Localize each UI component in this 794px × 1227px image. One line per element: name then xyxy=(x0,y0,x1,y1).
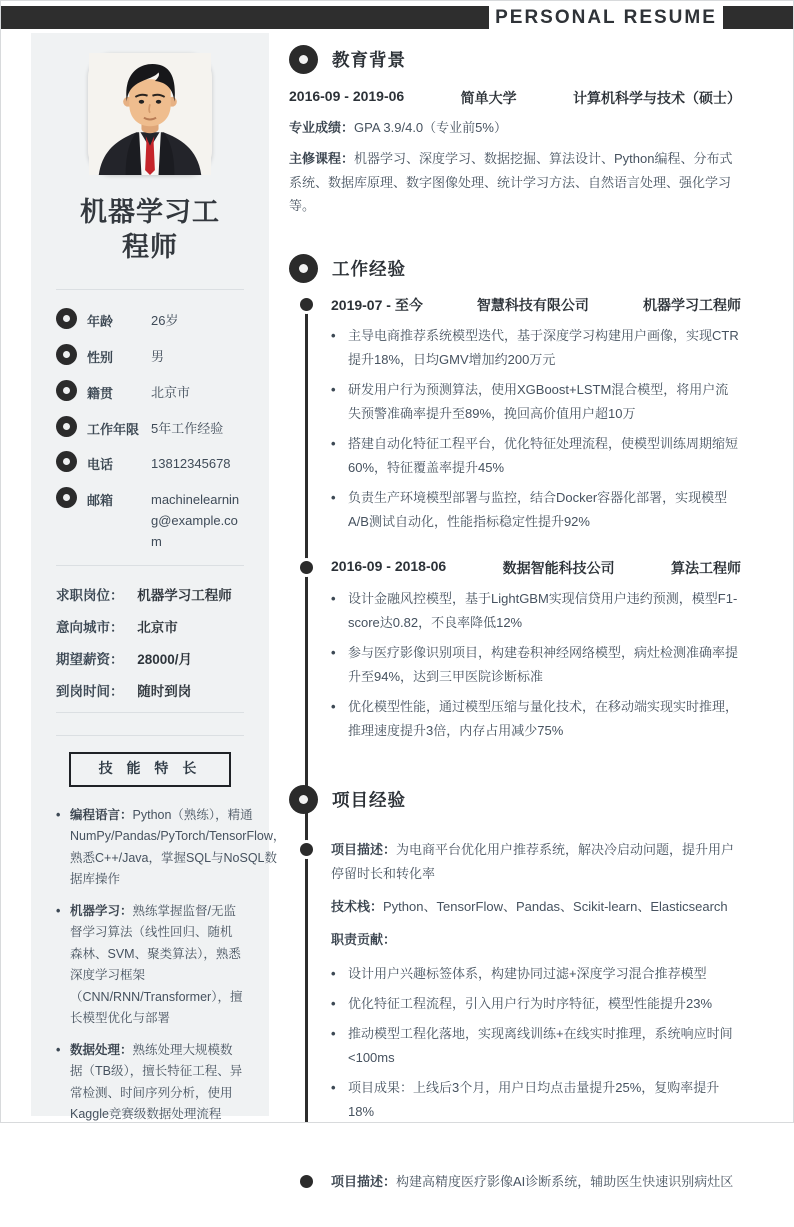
courses-label: 主修课程： xyxy=(289,151,355,167)
contact-value: machinelearning@example.com xyxy=(151,492,240,549)
contact-row xyxy=(56,487,244,552)
section-work xyxy=(289,254,741,744)
divider xyxy=(56,565,244,566)
courses-value: 机器学习、深度学习、数据挖掘、算法设计、Python编程、分布式系统、数据库原理、数字图像处理、统计学习方法、自然语言处理、强化学习等。 xyxy=(289,151,733,214)
contact-value: 26岁 xyxy=(151,313,179,329)
bullet-item xyxy=(331,962,741,986)
contact-value: 男 xyxy=(151,348,165,364)
bullet-text: 搭建自动化特征工程平台，优化特征处理流程，使模型训练周期缩短60%，特征覆盖率提升45% xyxy=(348,435,739,475)
project-stack xyxy=(331,895,741,918)
bullet-item xyxy=(331,324,741,372)
skill-item xyxy=(56,901,244,1030)
intent-value: 随时到岗 xyxy=(137,683,192,699)
bullet-icon: • xyxy=(331,489,336,505)
intent-label: 到岗时间： xyxy=(56,683,124,699)
page-title: PERSONAL RESUME xyxy=(489,1,723,35)
job-period: 2016-09 - 2018-06 xyxy=(331,557,447,574)
project-entry xyxy=(331,826,741,1124)
section-title: 教育背景 xyxy=(332,50,406,70)
skill-label: 编程语言： xyxy=(70,807,133,822)
bullet-icon: • xyxy=(331,1079,336,1095)
intent-label: 期望薪资： xyxy=(56,651,124,667)
section-header xyxy=(289,45,741,74)
divider xyxy=(56,735,244,736)
job-role: 机器学习工程师 xyxy=(642,296,741,313)
contact-bullet-icon xyxy=(56,380,77,401)
skill-item xyxy=(56,805,286,891)
intent-value: 机器学习工程师 xyxy=(137,587,232,603)
skill-label: 数据处理： xyxy=(70,1042,133,1057)
section-education xyxy=(289,45,741,218)
contact-row xyxy=(56,380,244,404)
project-list xyxy=(289,826,741,1193)
education-school: 简单大学 xyxy=(460,90,517,106)
project-description-text: 构建高精度医疗影像AI诊断系统，辅助医生快速识别病灶区 xyxy=(396,1174,734,1190)
bullet-text: 设计金融风控模型，基于LightGBM实现信贷用户违约预测，模型F1-score达0.82，不良率降低12% xyxy=(348,590,738,630)
project-description-text: 为电商平台优化用户推荐系统，解决冷启动问题，提升用户停留时长和转化率 xyxy=(331,842,735,881)
contact-label: 性别 xyxy=(87,349,114,365)
timeline-dot-icon xyxy=(297,558,316,577)
sidebar xyxy=(31,33,286,1122)
bullet-icon: • xyxy=(56,903,61,918)
avatar xyxy=(88,53,212,175)
intent-row xyxy=(56,680,244,700)
intent-row xyxy=(56,648,244,668)
education-row xyxy=(289,88,741,108)
bullet-icon: • xyxy=(331,435,336,451)
project-description xyxy=(331,1170,741,1193)
bullet-text: 研发用户行为预测算法，使用XGBoost+LSTM混合模型，将用户流失预警准确率提升至89%，挽回高价值用户超10万 xyxy=(348,381,729,421)
project-duty-label: 职责贡献： xyxy=(331,932,397,948)
contact-label: 年龄 xyxy=(87,314,114,330)
education-degree: 计算机科学与技术（硕士） xyxy=(572,90,741,106)
project-description-label: 项目描述： xyxy=(331,842,397,858)
bullet-item xyxy=(331,992,741,1016)
skill-detail: Python（熟练），精通NumPy/Pandas/PyTorch/TensorFlow，熟悉C++/Java，掌握SQL与NoSQL数据库操作 xyxy=(70,807,286,887)
bullet-item xyxy=(331,1022,741,1070)
intent-row xyxy=(56,616,244,636)
timeline-dot-icon xyxy=(297,295,316,314)
skill-label: 机器学习： xyxy=(70,903,133,918)
skill-text xyxy=(70,1040,244,1126)
bullet-text: 推动模型工程化落地，实现离线训练+在线实时推理，系统响应时间<100ms xyxy=(348,1025,733,1065)
section-projects xyxy=(289,785,741,1193)
job-entry xyxy=(331,558,741,743)
contact-value: 5年工作经验 xyxy=(151,420,224,436)
section-header xyxy=(289,785,741,814)
section-title: 工作经验 xyxy=(332,258,406,279)
bullet-item xyxy=(331,378,741,426)
bullet-text: 主导电商推荐系统模型迭代，基于深度学习构建用户画像，实现CTR提升18%，日均GMV增加约200万元 xyxy=(348,327,739,367)
bullet-text: 设计用户兴趣标签体系，构建协同过滤+深度学习混合推荐模型 xyxy=(348,965,707,981)
job-bullet-list xyxy=(331,324,741,534)
bullet-icon: • xyxy=(331,1025,336,1041)
contact-label: 籍贯 xyxy=(87,385,114,401)
intent-label: 意向城市： xyxy=(56,619,124,635)
contact-row xyxy=(56,416,244,440)
section-bullet-icon xyxy=(289,254,318,283)
section-bullet-icon xyxy=(289,785,318,814)
gpa-label: 专业成绩： xyxy=(289,120,355,135)
contact-bullet-icon xyxy=(56,344,77,365)
intent-label: 求职岗位： xyxy=(56,587,124,603)
section-title: 项目经验 xyxy=(332,790,406,811)
job-company: 智慧科技有限公司 xyxy=(476,296,589,313)
contact-bullet-icon xyxy=(56,308,77,329)
skill-text xyxy=(70,901,244,1030)
contact-label: 邮箱 xyxy=(87,493,114,509)
contact-bullet-icon xyxy=(56,451,77,472)
timeline-dot-icon xyxy=(297,1172,316,1191)
skill-detail: 熟练处理大规模数据（TB级），擅长特征工程、异常检测、时间序列分析，使用Kaggle竞赛级数据处理流程 xyxy=(70,1042,243,1122)
contact-row xyxy=(56,308,244,332)
portrait-illustration xyxy=(88,53,212,175)
bullet-item xyxy=(331,432,741,480)
skill-detail: 熟练掌握监督/无监督学习算法（线性回归、随机森林、SVM、聚类算法），熟悉深度学习框架（CNN/RNN/Transformer），擅长模型优化与部署 xyxy=(70,903,243,1026)
bullet-item xyxy=(331,641,741,689)
project-stack-label: 技术栈： xyxy=(331,899,384,914)
bullet-icon: • xyxy=(56,807,61,822)
contact-bullet-icon xyxy=(56,416,77,437)
job-intent-list xyxy=(56,584,244,700)
job-company: 数据智能科技公司 xyxy=(502,559,615,576)
skill-item xyxy=(56,1040,244,1126)
project-stack-text: Python、TensorFlow、Pandas、Scikit-learn、Elasticsearch xyxy=(383,899,728,914)
bullet-item xyxy=(331,486,741,534)
job-period: 2019-07 - 至今 xyxy=(331,296,423,313)
skill-text xyxy=(70,805,285,891)
bullet-text: 负责生产环境模型部署与监控，结合Docker容器化部署，实现模型A/B测试自动化，性能指标稳定性提升92% xyxy=(348,489,728,529)
intent-value: 28000/月 xyxy=(137,651,193,667)
section-header xyxy=(289,254,741,283)
main-column xyxy=(289,45,741,1227)
bullet-icon: • xyxy=(56,1042,61,1057)
divider xyxy=(56,289,244,290)
bullet-text: 项目成果：上线后3个月，用户日均点击量提升25%，复购率提升18% xyxy=(348,1079,720,1120)
job-list xyxy=(289,295,741,744)
contact-label: 电话 xyxy=(87,457,114,473)
intent-row xyxy=(56,584,244,604)
gpa-value: GPA 3.9/4.0（专业前5%） xyxy=(354,120,507,135)
bullet-icon: • xyxy=(331,699,336,715)
skills-section-title: 技 能 特 长 xyxy=(69,752,231,787)
bullet-item xyxy=(331,1076,741,1124)
bullet-item xyxy=(331,695,741,743)
job-header xyxy=(331,558,741,578)
bullet-text: 优化特征工程流程，引入用户行为时序特征，模型性能提升23% xyxy=(348,995,713,1011)
contact-list xyxy=(56,308,244,552)
education-period: 2016-09 - 2019-06 xyxy=(289,88,405,104)
project-description-label: 项目描述： xyxy=(331,1174,397,1190)
job-bullet-list xyxy=(331,587,741,743)
job-role: 算法工程师 xyxy=(670,559,741,576)
job-title: 机器学习工程师 xyxy=(80,197,220,263)
skills-list xyxy=(56,805,286,1126)
gpa-line xyxy=(289,116,741,139)
bullet-text: 参与医疗影像识别项目，构建卷积神经网络模型，病灶检测准确率提升至94%，达到三甲医院诊断标准 xyxy=(348,645,739,685)
bullet-icon: • xyxy=(331,965,336,981)
timeline-dot-icon xyxy=(297,840,316,859)
bullet-icon: • xyxy=(331,327,336,343)
bullet-icon: • xyxy=(331,645,336,661)
contact-row xyxy=(56,344,244,368)
bullet-icon: • xyxy=(331,995,336,1011)
contact-value: 13812345678 xyxy=(151,456,231,472)
divider xyxy=(56,712,244,713)
courses-line xyxy=(289,147,741,217)
contact-row xyxy=(56,451,244,475)
section-bullet-icon xyxy=(289,45,318,74)
bullet-item xyxy=(331,587,741,635)
bullet-icon: • xyxy=(331,590,336,606)
bullet-icon: • xyxy=(331,381,336,397)
project-entry xyxy=(331,1158,741,1193)
job-entry xyxy=(331,295,741,534)
contact-bullet-icon xyxy=(56,487,77,508)
contact-label: 工作年限 xyxy=(87,421,140,437)
bullet-text: 优化模型性能，通过模型压缩与量化技术，在移动端实现实时推理，推理速度提升3倍，内存占用减少75% xyxy=(348,699,739,739)
intent-value: 北京市 xyxy=(137,619,178,635)
contact-value: 北京市 xyxy=(151,384,191,400)
project-description xyxy=(331,838,741,885)
job-header xyxy=(331,295,741,315)
project-duty xyxy=(331,928,741,951)
project-bullet-list xyxy=(331,962,741,1124)
